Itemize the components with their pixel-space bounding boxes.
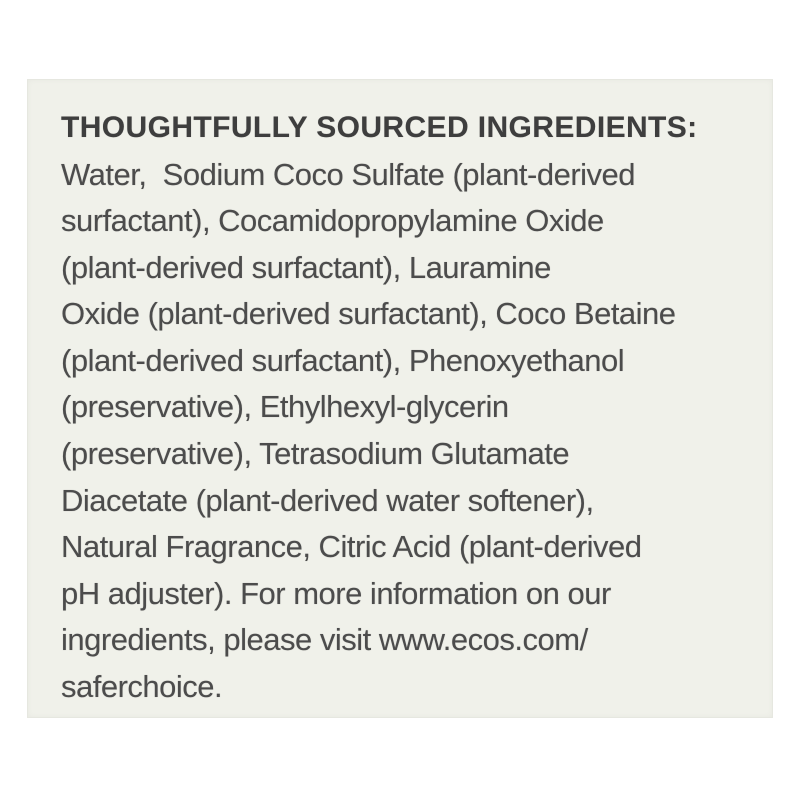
ingredients-line: Diacetate (plant-derived water softener), bbox=[61, 482, 594, 518]
ingredients-text-block bbox=[28, 80, 772, 711]
ingredients-line: Oxide (plant-derived surfactant), Coco Betaine bbox=[61, 296, 676, 332]
ingredients-line: surfactant), Cocamidopropylamine Oxide bbox=[61, 203, 604, 239]
ingredients-line: ingredients, please visit www.ecos.com/ bbox=[61, 622, 588, 658]
ingredients-line: Natural Fragrance, Citric Acid (plant-derived bbox=[61, 529, 642, 565]
ingredients-line: (plant-derived surfactant), Phenoxyethanol bbox=[61, 342, 625, 378]
ingredients-heading: THOUGHTFULLY SOURCED INGREDIENTS: bbox=[61, 111, 698, 144]
ingredients-label-panel bbox=[28, 80, 772, 717]
ingredients-line: (plant-derived surfactant), Lauramine bbox=[61, 249, 551, 285]
ingredients-line: (preservative), Tetrasodium Glutamate bbox=[61, 436, 570, 472]
ingredients-line: Water, Sodium Coco Sulfate (plant-derived bbox=[61, 156, 636, 192]
ingredients-line: saferchoice. bbox=[61, 669, 223, 705]
ingredients-line: (preservative), Ethylhexyl-glycerin bbox=[61, 389, 509, 425]
ingredients-line: pH adjuster). For more information on our bbox=[61, 575, 611, 611]
